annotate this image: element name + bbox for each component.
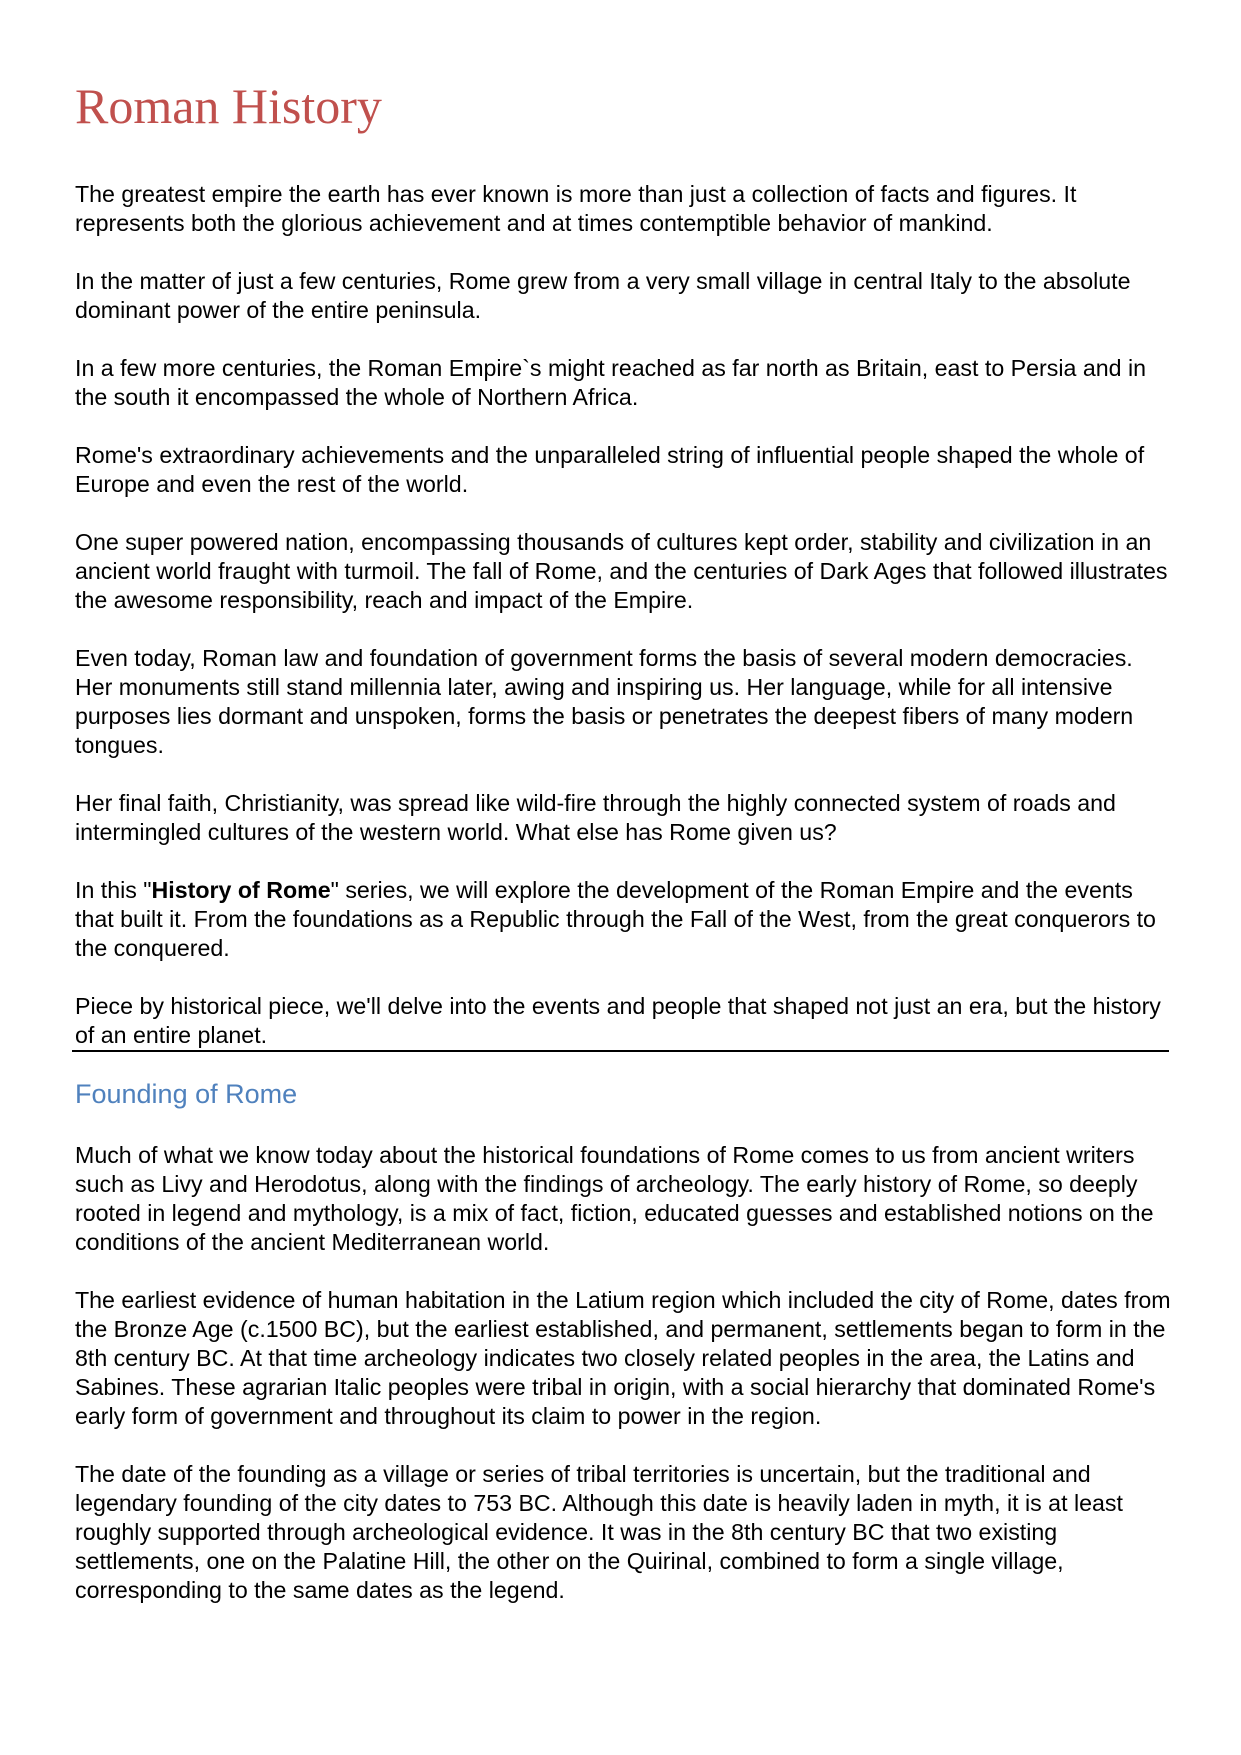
section-body: [75, 1141, 1175, 1605]
section-heading: Founding of Rome: [75, 1079, 298, 1109]
series-paragraph: [75, 876, 1175, 963]
intro-section: [75, 180, 1175, 1050]
horizontal-divider: [72, 1050, 1169, 1052]
paragraph: The earliest evidence of human habitation in the Latium region which included the city of Rome, dates from the Bronze Age (c.1500 BC), but the earliest established, and permanent, settlements began to form in the 8th century BC. At that time archeology indicates two closely related peoples in the area, the Latins and Sabines. These agrarian Italic peoples were tribal in origin, with a social hierarchy that dominated Rome's early form of government and throughout its claim to power in the region.: [75, 1287, 1171, 1429]
paragraph: The date of the founding as a village or series of tribal territories is uncertain, but the traditional and legendary founding of the city dates to 753 BC. Although this date is heavily laden in myth, it is at least roughly supported through archeological evidence. It was in the 8th century BC that two existing settlements, one on the Palatine Hill, the other on the Quirinal, combined to form a single village, corresponding to the same dates as the legend.: [75, 1461, 1123, 1603]
paragraph: One super powered nation, encompassing thousands of cultures kept order, stability and civilization in an ancient world fraught with turmoil. The fall of Rome, and the centuries of Dark Ages that followed illustrates the awesome responsibility, reach and impact of the Empire.: [75, 529, 1168, 613]
page-title: Roman History: [75, 78, 382, 134]
paragraph: The greatest empire the earth has ever known is more than just a collection of facts and figures. It represents both the glorious achievement and at times contemptible behavior of mankind.: [75, 181, 1077, 236]
paragraph: In a few more centuries, the Roman Empire`s might reached as far north as Britain, east to Persia and in the south it encompassed the whole of Northern Africa.: [75, 355, 1146, 410]
paragraph: Rome's extraordinary achievements and the unparalleled string of influential people shaped the whole of Europe and even the rest of the world.: [75, 442, 1145, 497]
paragraph: Her final faith, Christianity, was spread like wild-fire through the highly connected system of roads and intermingled cultures of the western world. What else has Rome given us?: [75, 790, 1116, 845]
closing-paragraph: Piece by historical piece, we'll delve into the events and people that shaped not just an era, but the history of an entire planet.: [75, 993, 1161, 1048]
series-text-after: " series, we will explore the development of the Roman Empire and the events that built it. From the foundations as a Republic through the Fall of the West, from the great conquerors to the conquered.: [75, 877, 1156, 961]
series-text-before: In this ": [75, 877, 152, 903]
series-title-bold: History of Rome: [151, 877, 331, 903]
paragraph: Much of what we know today about the historical foundations of Rome comes to us from ancient writers such as Livy and Herodotus, along with the findings of archeology. The early history of Rome, so deeply rooted in legend and mythology, is a mix of fact, fiction, educated guesses and established notions on the conditions of the ancient Mediterranean world.: [75, 1142, 1154, 1255]
paragraph: In the matter of just a few centuries, Rome grew from a very small village in central Italy to the absolute dominant power of the entire peninsula.: [75, 268, 1131, 323]
paragraph: Even today, Roman law and foundation of government forms the basis of several modern democracies. Her monuments still stand millennia later, awing and inspiring us. Her language, while for all intensive purposes lies dormant and unspoken, forms the basis or penetrates the deepest fibers of many modern tongues.: [75, 645, 1134, 758]
